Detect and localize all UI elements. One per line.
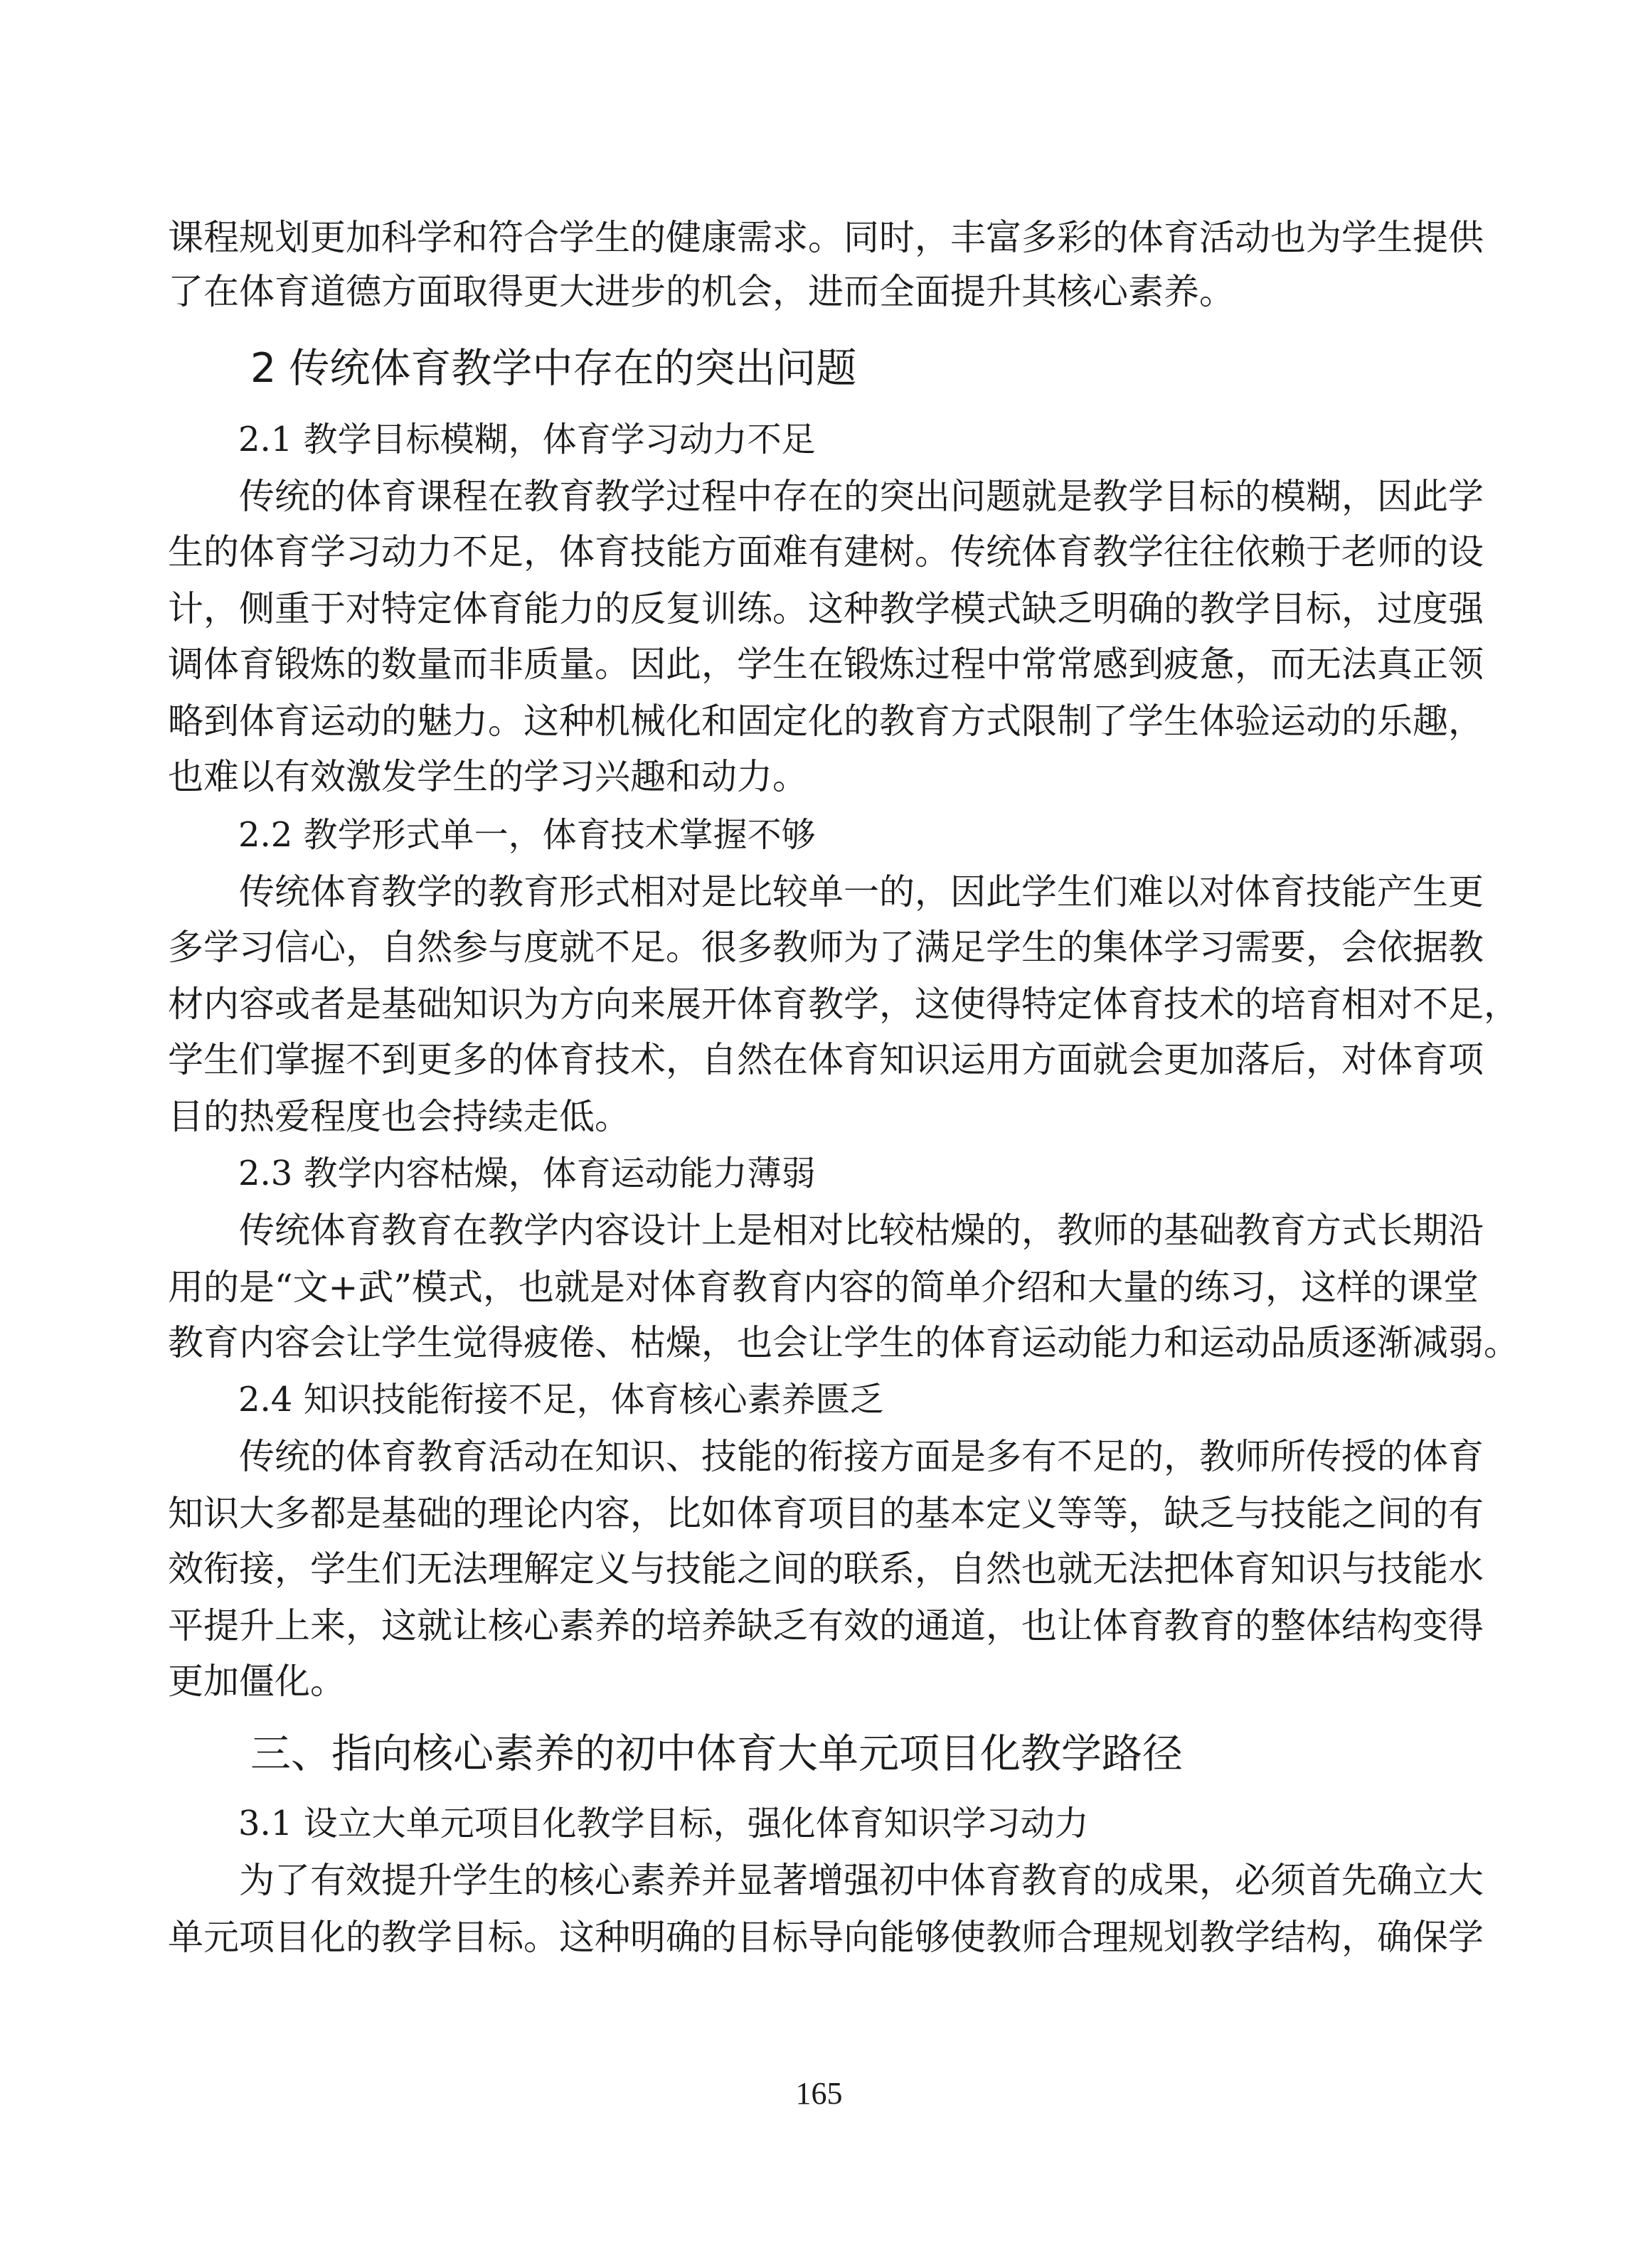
paragraph-line: 教育内容会让学生觉得疲倦、枯燥，也会让学生的体育运动能力和运动品质逐渐减弱。 bbox=[168, 1322, 1519, 1363]
paragraph-line: 材内容或者是基础知识为方向来展开体育教学，这使得特定体育技术的培育相对不足， bbox=[168, 984, 1519, 1025]
paragraph-line: 课程规划更加科学和符合学生的健康需求。同时，丰富多彩的体育活动也为学生提供 bbox=[168, 217, 1484, 258]
paragraph-line: 知识大多都是基础的理论内容，比如体育项目的基本定义等等，缺乏与技能之间的有 bbox=[168, 1493, 1484, 1534]
page-number: 165 bbox=[795, 2076, 843, 2111]
paragraph-line: 平提升上来，这就让核心素养的培养缺乏有效的通道，也让体育教育的整体结构变得 bbox=[168, 1605, 1484, 1646]
section-heading: 三、指向核心素养的初中体育大单元项目化教学路径 bbox=[250, 1730, 1183, 1777]
subsection-number: 3.1 bbox=[238, 1804, 293, 1843]
paragraph-line: 多学习信心，自然参与度就不足。很多教师为了满足学生的集体学习需要，会依据教 bbox=[168, 927, 1484, 968]
paragraph-line: 也难以有效激发学生的学习兴趣和动力。 bbox=[168, 756, 808, 797]
subsection-number: 2.4 bbox=[238, 1380, 293, 1420]
subsection-title: 设立大单元项目化教学目标，强化体育知识学习动力 bbox=[303, 1804, 1089, 1843]
paragraph-line: 更加僵化。 bbox=[168, 1661, 346, 1702]
subsection-heading bbox=[238, 1798, 1089, 1849]
paragraph-line: 略到体育运动的魅力。这种机械化和固定化的教育方式限制了学生体验运动的乐趣， bbox=[168, 701, 1484, 742]
paragraph-line: 效衔接，学生们无法理解定义与技能之间的联系，自然也就无法把体育知识与技能水 bbox=[168, 1548, 1484, 1590]
paragraph-line: 单元项目化的教学目标。这种明确的目标导向能够使教师合理规划教学结构，确保学 bbox=[168, 1917, 1484, 1958]
subsection-heading bbox=[238, 1148, 816, 1199]
subsection-heading bbox=[238, 1374, 884, 1425]
subsection-number: 2.1 bbox=[238, 420, 293, 459]
paragraph-line: 用的是“文+武”模式，也就是对体育教育内容的简单介绍和大量的练习，这样的课堂 bbox=[168, 1267, 1479, 1308]
paragraph-line: 计，侧重于对特定体育能力的反复训练。这种教学模式缺乏明确的教学目标，过度强 bbox=[168, 588, 1484, 629]
paragraph-line: 目的热爱程度也会持续走低。 bbox=[168, 1096, 630, 1137]
subsection-title: 知识技能衔接不足，体育核心素养匮乏 bbox=[303, 1380, 884, 1420]
subsection-heading bbox=[238, 809, 816, 861]
subsection-number: 2.2 bbox=[238, 815, 293, 855]
paragraph-line: 为了有效提升学生的核心素养并显著增强初中体育教育的成果，必须首先确立大 bbox=[239, 1860, 1484, 1901]
paragraph-line: 了在体育道德方面取得更大进步的机会，进而全面提升其核心素养。 bbox=[168, 271, 1235, 312]
paragraph-line: 调体育锻炼的数量而非质量。因此，学生在锻炼过程中常常感到疲惫，而无法真正领 bbox=[168, 644, 1484, 685]
paragraph-line: 传统的体育教育活动在知识、技能的衔接方面是多有不足的，教师所传授的体育 bbox=[239, 1436, 1484, 1477]
subsection-number: 2.3 bbox=[238, 1154, 293, 1193]
subsection-title: 教学目标模糊，体育学习动力不足 bbox=[303, 420, 816, 459]
paragraph-line: 生的体育学习动力不足，体育技能方面难有建树。传统体育教学往往依赖于老师的设 bbox=[168, 531, 1484, 573]
paragraph-line: 传统的体育课程在教育教学过程中存在的突出问题就是教学目标的模糊，因此学 bbox=[239, 476, 1484, 517]
subsection-title: 教学内容枯燥，体育运动能力薄弱 bbox=[303, 1154, 816, 1193]
paragraph-line: 传统体育教育在教学内容设计上是相对比较枯燥的，教师的基础教育方式长期沿 bbox=[239, 1210, 1484, 1251]
subsection-title: 教学形式单一，体育技术掌握不够 bbox=[303, 815, 816, 855]
paragraph-line: 学生们掌握不到更多的体育技术，自然在体育知识运用方面就会更加落后，对体育项 bbox=[168, 1039, 1484, 1080]
section-heading: 2 传统体育教学中存在的突出问题 bbox=[250, 345, 857, 392]
subsection-heading bbox=[238, 414, 816, 465]
paragraph-line: 传统体育教学的教育形式相对是比较单一的，因此学生们难以对体育技能产生更 bbox=[239, 871, 1484, 912]
